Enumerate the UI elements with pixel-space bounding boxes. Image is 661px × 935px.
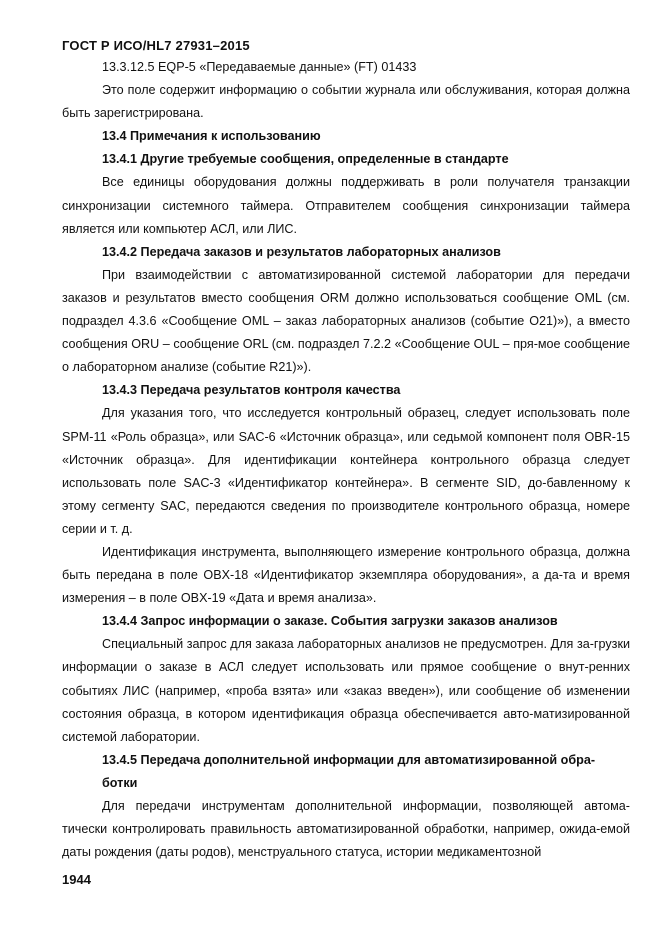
heading-13-4-2: 13.4.2 Передача заказов и результатов лабораторных анализов (102, 244, 501, 259)
para-journal-info: Это поле содержит информацию о событии журнала или обслуживания, которая должна быть зарегистрирована. (62, 83, 630, 121)
para-13-3-12-5: 13.3.12.5 EQP-5 «Передаваемые данные» (FT) 01433 (102, 60, 417, 74)
para-order-query: Специальный запрос для заказа лабораторных анализов не предусмотрен. Для за-грузки информации о заказе в АСЛ следует использовать или прямое сообщение о внут-ренних событиях ЛИС (например, «проба взята» или «заказ введен»), или сообщение об изменении состояния образца, в котором идентификация образца обеспечивается авто-матизированной системой лаборатории. (62, 637, 630, 744)
para-orders-results: При взаимодействии с автоматизированной системой лаборатории для передачи заказов и результатов вместо сообщения ORM должно использоваться сообщение OML (см. подраздел 4.3.6 «Сообщение OML – заказ лабораторных анализов (событие O21)»), а вместо сообщения ORU – сообщение ORL (см. подраздел 7.2.2 «Сообщение OUL – пря-мое сообщение о лабораторном анализе (событие R21)»). (62, 267, 630, 375)
heading-13-4-1: 13.4.1 Другие требуемые сообщения, определенные в стандарте (102, 152, 509, 167)
heading-13-4-3: 13.4.3 Передача результатов контроля качества (102, 383, 401, 398)
para-instrument-id: Идентификация инструмента, выполняющего измерение контрольного образца, должна быть передана в поле OBX-18 «Идентификатор экземпляра оборудования», а да-та и время измерения – в поле OBX-19 «Дата и время анализа». (62, 544, 630, 606)
para-timer-sync: Все единицы оборудования должны поддерживать в роли получателя транзакции синхронизации системного таймера. Отправителем сообщения синхронизации таймера является или компьютер АСЛ, или ЛИС. (62, 175, 630, 236)
heading-13-4-4: 13.4.4 Запрос информации о заказе. События загрузки заказов анализов (102, 614, 558, 629)
document-header: ГОСТ Р ИСО/HL7 27931–2015 (62, 38, 250, 53)
page-number: 1944 (62, 872, 91, 887)
para-additional-info: Для передачи инструментам дополнительной информации, позволяющей автома-тически контролировать правильность автоматизированной обработки, например, ожида-емой даты рождения (даты родов), менструального статуса, истории медикаментозной (62, 799, 630, 860)
para-control-sample: Для указания того, что исследуется контрольный образец, следует использовать поле SPM-11 «Роль образца», или SAC-6 «Источник образца», или седьмой компонент поля OBR-15 «Источник образца». Для идентификации контейнера контрольного образца следует использовать поле SAC-3 «Идентификатор контейнера». В сегменте SID, до-бавленному к этому сегменту SAC, передаются сведения по производителе контрольного образца, номере серии и т. д. (62, 406, 630, 536)
document-body (62, 56, 630, 864)
heading-13-4: 13.4 Примечания к использованию (102, 129, 321, 144)
heading-13-4-5: 13.4.5 Передача дополнительной информации для автоматизированной обра-ботки (102, 752, 596, 790)
